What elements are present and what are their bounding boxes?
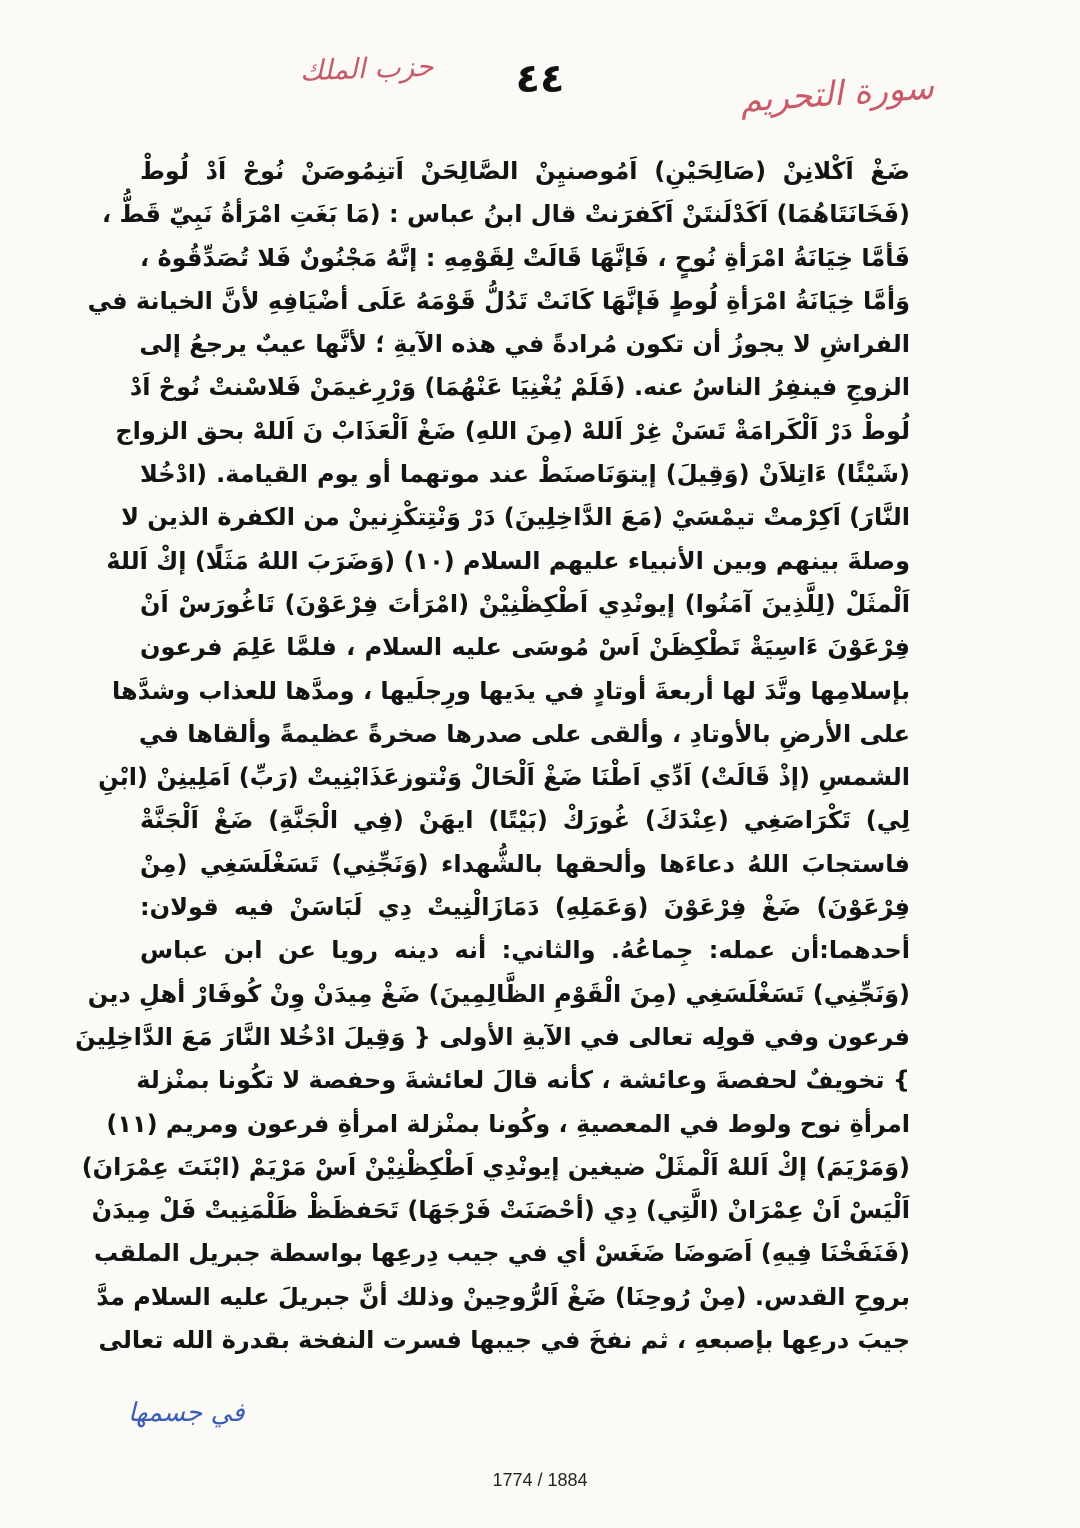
text-line: الزوجِ فينفِرُ الناسُ عنه. (فَلَمْ يُغْنِيَا عَنْهُمَا) وَرْرِغيمَنْ فَلاسْنتْ نُوحْ اَدْ [129,373,910,402]
text-line: (فَنَفَخْنَا فِيهِ) اَصَوضَا ضَغَسْ أي في جيب دِرعِها بواسطة جبريل الملقب [94,1239,910,1268]
text-line: الفراشِ لا يجوزُ أن تكون مُرادةً في هذه الآيةِ ؛ لأنَّها عيبٌ يرجعُ إلى [139,330,910,359]
text-line: أحدهما:أن عمله: جِماعُهُ. والثاني: أنه دينه رويا عن ابن عباس [140,936,910,965]
text-line: فَأمَّا خِيَانَةُ امْرَأةِ نُوحٍ ، فَإنَّهَا قَالَتْ لِقَوْمِهِ : إنَّهُ مَجْنُونٌ فَلا تُصَدِّقُوهُ ، [140,243,910,272]
text-line: فرعون وفي قولِه تعالى في الآيةِ الأولى { وَقِيلَ ادْخُلا النَّارَ مَعَ الدَّاخِلِينَ [75,1022,910,1051]
page-number: ٤٤ [515,56,565,102]
handwritten-note: في جسمها [128,1398,245,1428]
text-line: فاستجابَ اللهُ دعاءَها وألحقها بالشُّهداء (وَنَجِّنِي) تَسَغْلَسَغِي (مِنْ [140,849,910,878]
text-line: جيبَ درعِها بإصبعهِ ، ثم نفخَ في جيبها فسرت النفخة بقدرة الله تعالى [98,1326,910,1355]
text-line: اَلْيَسْ اَنْ عِمْرَانْ (الَّتِي) دِي (أحْصَنَتْ فَرْجَهَا) تَحَفظَظْ ظَلْمَنِيتْ فَلْ مِيدَنْ [91,1196,910,1225]
text-line: اَلْمثَلْ (لِلَّذِينَ آمَنُوا) إيونْدِي اَطْكِظْنِيْنْ (امْرَأتَ فِرْعَوْنَ) تَاغُورَسْ اَنْ [140,589,910,618]
text-line: ضَغْ اَكْلانِنْ (صَالِحَيْنِ) اَمُوصنيِنْ الصَّالِحَنْ اَتنِمُوصَنْ نُوحْ اَدْ لُوطْ [140,157,910,185]
body-text [75,150,910,1362]
hizb-name-annotation: حزب الملك [299,49,434,88]
text-line: } تخويفٌ لحفصةَ وعائشة ، كأنه قالَ لعائشةَ وحفصة لا تكُونا بمنْزلة [136,1066,910,1095]
text-line: وصلةَ بينهم وبين الأنبياء عليهم السلام (١٠) (وَضَرَبَ اللهُ مَثَلًا) إكْ اَللهْ [106,546,910,575]
text-line: امرأةِ نوح ولوط في المعصيةِ ، وكُونا بمنْزلة امرأةِ فرعون ومريم (١١) [106,1109,910,1138]
text-line: لِي) تَكْرَاصَغِي (عِنْدَكَ) غُورَكْ (بَيْتًا) ايهَنْ (فِي الْجَنَّةِ) ضَغْ اَلْجَنَّةْ [140,806,910,835]
text-line: بإسلامِها وتَّدَ لها أربعةَ أوتادٍ في يدَيها ورِجلَيها ، ومدَّها للعذاب وشدَّها [112,676,910,705]
text-line: (فَخَانَتَاهُمَا) اَكَدْلَنتَنْ اَكَفرَنتْ قال ابنُ عباس : (مَا بَغَتِ امْرَأةُ نَبِيّ قَطُّ ، [102,200,910,229]
text-line: الشمسِ (إذْ قَالَتْ) اَدِّي اَطْنَا ضَغْ اَلْحَالْ وَنْتوزعَذَابْنِيتْ (رَبِّ) اَمَلِينِنْ (ابْنِ [98,763,910,792]
text-line: (شَيْئًا) ءَاتِلاَنْ (وَقِيلَ) إيتوَنَاصنَطْ عند موتهما أو يوم القيامة. (ادْخُلا [140,460,910,489]
text-line: (وَنَجِّنِي) تَسَغْلَسَغِي (مِنَ الْقَوْمِ الظَّالِمِينَ) ضَغْ مِيدَنْ وِنْ كُوفَارْ أهلِ دين [87,979,910,1008]
text-line: وَأمَّا خِيَانَةُ امْرَأةِ لُوطٍ فَإنَّهَا كَانَتْ تَدُلُّ قَوْمَهُ عَلَى أضْيَافِهِ لأنَّ الخيانة في [87,286,910,315]
text-line: فِرْعَوْنَ) ضَغْ فِرْعَوْنَ (وَعَمَلِهِ) دَمَازَالْنِيتْ دِي لَبَاسَنْ فيه قولان: [140,893,910,922]
text-line: النَّارَ) اَكِرْمتْ تيمْسَيْ (مَعَ الدَّاخِلِينَ) دَرْ وَنْتِتكْزِنينْ من الكفرة الذين لا [121,503,910,532]
text-line: (وَمَرْيَمَ) إكْ اَللهْ اَلْمثَلْ ضيغين إيونْدِي اَطْكِظْنِيْنْ اَسْ مَرْيَمْ (ابْنَتَ عِمْرَانَ) [81,1152,910,1181]
text-line: لُوطْ دَرْ اَلْكَرامَةْ تَسَنْ غِرْ اَللهْ (مِنَ اللهِ) ضَغْ اَلْعَذَابْ نَ اَللهْ بحق الزواج [115,416,910,445]
text-line: فِرْعَوْنَ ءَاسِيَةْ تَطْكِظَنْ اَسْ مُوسَى عليه السلام ، فلمَّا عَلِمَ فرعون [140,633,910,662]
surah-name-annotation: سورة التحريم [738,67,936,121]
text-line: على الأرضِ بالأوتادِ ، وألقى على صدرها صخرةً عظيمةً وألقاها في [138,719,910,748]
page-counter: 1774 / 1884 [492,1470,588,1490]
text-line: بروحِ القدس. (مِنْ رُوحِنَا) ضَغْ اَلرُّوحِينْ وذلك أنَّ جبريلَ عليه السلام مدَّ [96,1282,910,1311]
